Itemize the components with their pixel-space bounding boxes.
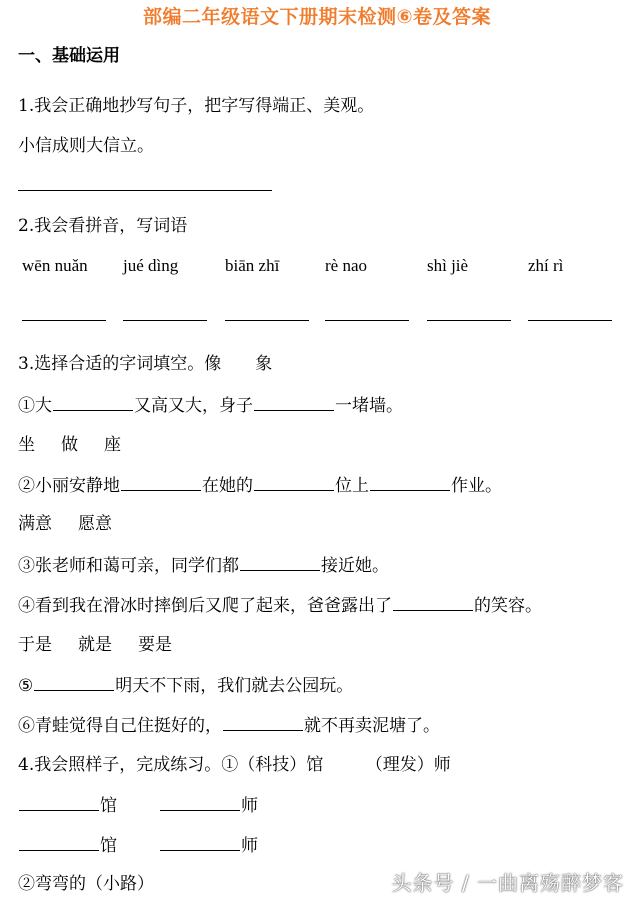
word-choices-2 xyxy=(18,433,147,457)
sentence-text: ①大 xyxy=(18,396,52,416)
document-title: 部编二年级语文下册期末检测⑥卷及答案 xyxy=(142,6,492,28)
pinyin-item: jué dìng xyxy=(123,256,179,275)
question-1-prompt: 1.我会正确地抄写句子，把字写得端正、美观。 xyxy=(18,96,375,116)
pattern-suffix: 师 xyxy=(241,836,258,856)
sentence-text: ⑥青蛙觉得自己住挺好的， xyxy=(18,716,222,736)
pinyin-item: biān zhī xyxy=(225,256,280,275)
blank-field[interactable] xyxy=(121,473,201,491)
fill-sentence-1 xyxy=(18,393,403,418)
section-heading: 一、基础运用 xyxy=(18,46,120,66)
fill-sentence-6 xyxy=(18,713,440,738)
sentence-text: 在她的 xyxy=(202,476,253,496)
sentence-text: 明天不下雨，我们就去公园玩。 xyxy=(115,676,354,696)
sentence-text: ④看到我在滑冰时摔倒后又爬了起来，爸爸露出了 xyxy=(18,596,392,616)
question-1-sentence: 小信成则大信立。 xyxy=(18,136,154,156)
copy-answer-line[interactable] xyxy=(18,190,272,191)
pinyin-item: zhí rì xyxy=(528,256,564,275)
sentence-text: 一堵墙。 xyxy=(335,396,403,416)
word-choice: 愿意 xyxy=(78,514,112,534)
pattern-suffix: 馆 xyxy=(100,836,117,856)
answer-line[interactable] xyxy=(225,320,309,321)
word-choice: 坐 xyxy=(18,435,35,455)
answer-line[interactable] xyxy=(325,320,409,321)
word-choice: 就是 xyxy=(78,635,112,655)
word-choice: 满意 xyxy=(18,514,52,534)
question-3-prompt: 3.选择合适的字词填空。像 象 xyxy=(18,354,273,374)
blank-field[interactable] xyxy=(370,473,450,491)
pinyin-answer-lines xyxy=(0,320,634,326)
blank-field[interactable] xyxy=(160,833,240,851)
fill-sentence-4 xyxy=(18,593,542,618)
pattern-row-2 xyxy=(18,833,258,858)
blank-field[interactable] xyxy=(393,593,473,611)
word-choices-4 xyxy=(18,633,198,657)
fill-sentence-3 xyxy=(18,553,389,578)
sentence-text: ②小丽安静地 xyxy=(18,476,120,496)
word-choices-3 xyxy=(18,512,138,536)
fill-sentence-5 xyxy=(18,673,353,698)
pattern-row-1 xyxy=(18,793,258,818)
blank-field[interactable] xyxy=(19,793,99,811)
blank-field[interactable] xyxy=(53,393,133,411)
blank-field[interactable] xyxy=(223,713,303,731)
word-choice: 做 xyxy=(61,435,78,455)
blank-field[interactable] xyxy=(254,473,334,491)
word-choice: 座 xyxy=(104,435,121,455)
pattern-suffix: 师 xyxy=(241,796,258,816)
pattern-suffix: 馆 xyxy=(100,796,117,816)
blank-field[interactable] xyxy=(34,673,114,691)
answer-line[interactable] xyxy=(22,320,106,321)
sentence-text: 接近她。 xyxy=(321,556,389,576)
fill-sentence-2 xyxy=(18,473,502,498)
pinyin-item: rè nao xyxy=(325,256,368,275)
blank-field[interactable] xyxy=(254,393,334,411)
pinyin-item: shì jiè xyxy=(427,256,469,275)
blank-field[interactable] xyxy=(19,833,99,851)
sentence-text: 又高又大，身子 xyxy=(134,396,253,416)
sentence-text: 的笑容。 xyxy=(474,596,542,616)
blank-field[interactable] xyxy=(160,793,240,811)
sentence-text: ③张老师和蔼可亲，同学们都 xyxy=(18,556,239,576)
question-4-part-2: ②弯弯的（小路） xyxy=(18,874,154,894)
word-choice: 要是 xyxy=(138,635,172,655)
sentence-text: 作业。 xyxy=(451,476,502,496)
pinyin-row xyxy=(0,256,634,282)
answer-line[interactable] xyxy=(123,320,207,321)
sentence-text: 位上 xyxy=(335,476,369,496)
sentence-text: ⑤ xyxy=(18,676,34,696)
pinyin-item: wēn nuǎn xyxy=(22,256,88,275)
answer-line[interactable] xyxy=(528,320,612,321)
sentence-text: 就不再卖泥塘了。 xyxy=(304,716,440,736)
question-2-prompt: 2.我会看拼音，写词语 xyxy=(18,216,188,236)
answer-line[interactable] xyxy=(427,320,511,321)
question-4-prompt: 4.我会照样子，完成练习。①（科技）馆 （理发）师 xyxy=(18,755,451,775)
blank-field[interactable] xyxy=(240,553,320,571)
watermark-text: 头条号 / 一曲离殇醉梦客 xyxy=(391,871,624,895)
word-choice: 于是 xyxy=(18,635,52,655)
